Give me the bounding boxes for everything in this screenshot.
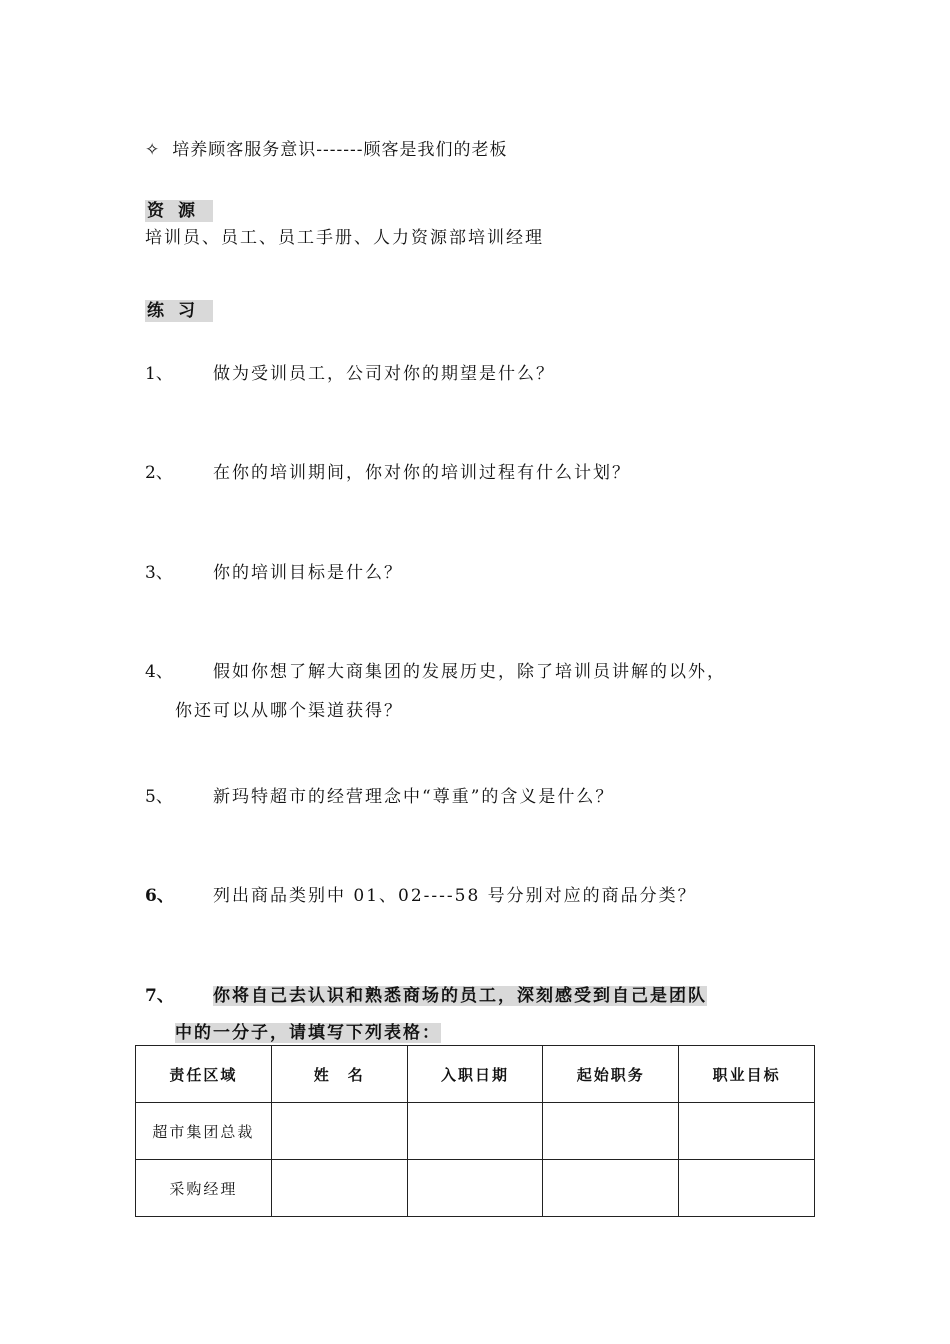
table-cell-area: 采购经理 xyxy=(136,1160,272,1217)
question-number: 6、 xyxy=(145,886,174,906)
table-row xyxy=(136,1160,815,1217)
subtitle-text: 培养顾客服务意识-------顾客是我们的老板 xyxy=(172,140,508,160)
question-7-continuation xyxy=(175,1021,441,1045)
table-cell-name[interactable] xyxy=(271,1103,407,1160)
table-cell-start-position[interactable] xyxy=(543,1103,679,1160)
table-cell-join-date[interactable] xyxy=(407,1160,543,1217)
question-text: 假如你想了解大商集团的发展历史，除了培训员讲解的以外， xyxy=(213,662,726,682)
question-number: 2、 xyxy=(145,463,173,483)
star-icon: ✧ xyxy=(145,140,161,160)
question-text: 新玛特超市的经营理念中“尊重”的含义是什么？ xyxy=(213,787,615,807)
table-header-row xyxy=(136,1046,815,1103)
table-cell-name[interactable] xyxy=(271,1160,407,1217)
header-area: 责任区域 xyxy=(136,1046,272,1103)
table-cell-career-goal[interactable] xyxy=(679,1103,815,1160)
question-text: 在你的培训期间，你对你的培训过程有什么计划？ xyxy=(213,463,631,483)
question-1 xyxy=(145,362,555,386)
question-number: 4、 xyxy=(145,662,173,682)
header-career-goal: 职业目标 xyxy=(679,1046,815,1103)
table-cell-join-date[interactable] xyxy=(407,1103,543,1160)
question-number: 1、 xyxy=(145,364,173,384)
question-number: 5、 xyxy=(145,787,173,807)
table-row xyxy=(136,1103,815,1160)
question-4 xyxy=(145,660,726,684)
section-subtitle xyxy=(145,138,507,162)
question-7-continuation-text: 中的一分子，请填写下列表格： xyxy=(175,1023,441,1043)
table-cell-start-position[interactable] xyxy=(543,1160,679,1217)
question-text: 你的培训目标是什么？ xyxy=(213,563,403,583)
question-number: 7、 xyxy=(145,986,174,1006)
resources-heading: 资源 xyxy=(145,200,213,222)
question-number: 3、 xyxy=(145,563,173,583)
question-text: 你将自己去认识和熟悉商场的员工，深刻感受到自己是团队 xyxy=(213,986,707,1006)
question-3 xyxy=(145,561,403,585)
question-6 xyxy=(145,884,697,908)
header-start-position: 起始职务 xyxy=(543,1046,679,1103)
header-name: 姓 名 xyxy=(271,1046,407,1103)
staff-table xyxy=(135,1045,815,1217)
question-text: 做为受训员工，公司对你的期望是什么？ xyxy=(213,364,555,384)
question-2 xyxy=(145,461,631,485)
question-4-continuation: 你还可以从哪个渠道获得？ xyxy=(175,701,403,721)
question-5 xyxy=(145,785,614,809)
resources-text: 培训员、员工、员工手册、人力资源部培训经理 xyxy=(145,228,544,248)
question-text: 列出商品类别中 01、02----58 号分别对应的商品分类？ xyxy=(213,886,697,906)
table-cell-area: 超市集团总裁 xyxy=(136,1103,272,1160)
exercises-heading: 练习 xyxy=(145,300,213,322)
question-7 xyxy=(145,984,707,1008)
table-cell-career-goal[interactable] xyxy=(679,1160,815,1217)
header-join-date: 入职日期 xyxy=(407,1046,543,1103)
